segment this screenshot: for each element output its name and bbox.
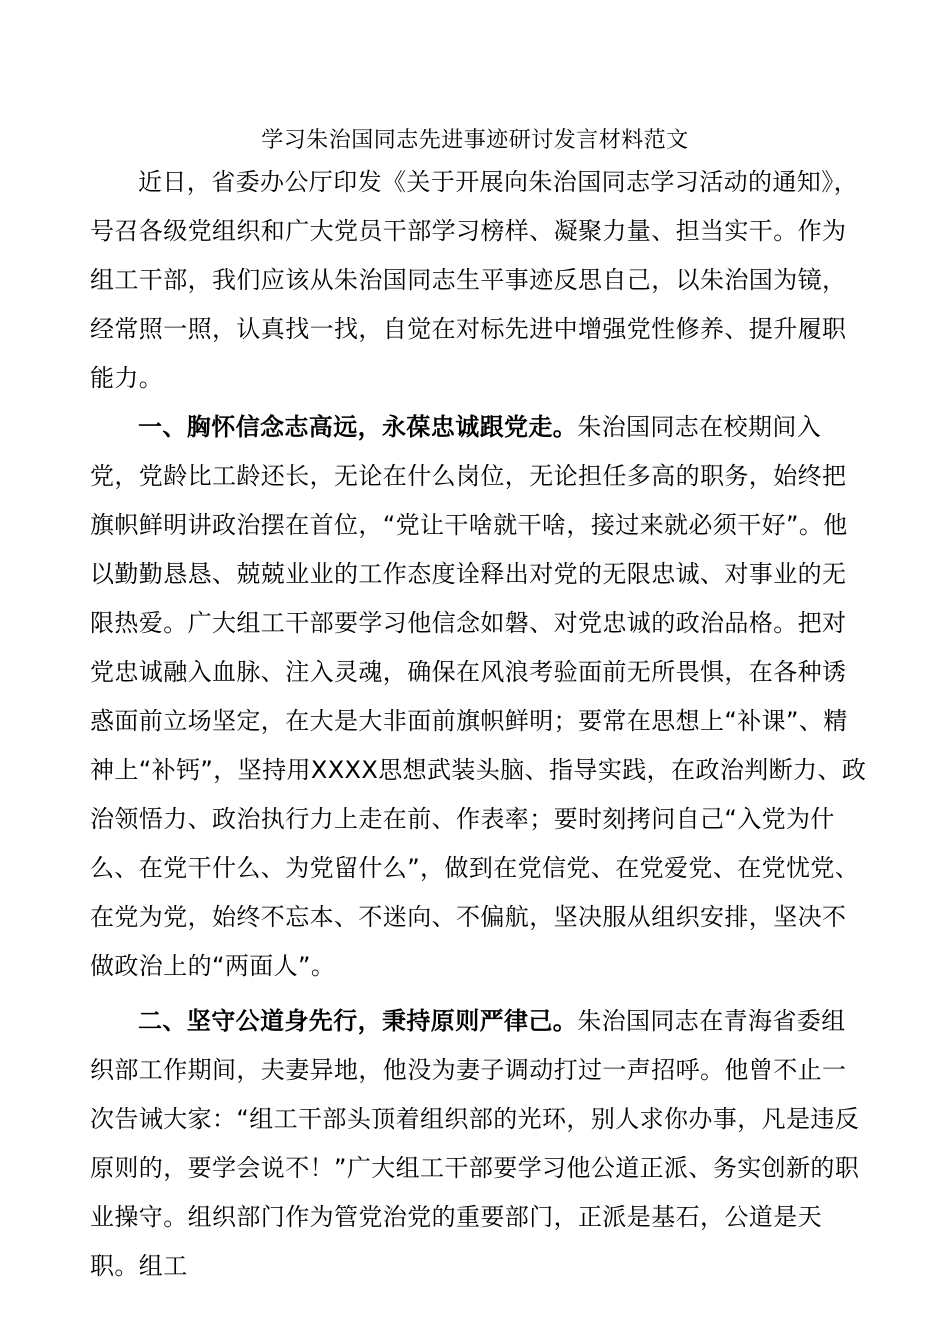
- paragraph-text: 近日，省委办公厅印发《关于开展向朱治国同志学习活动的通知》，号召各级党组织和广大党员干部学习榜样、凝聚力量、担当实干。作为组工干部，我们应该从朱治国同志生平事迹反思自己，以朱治国为镜，经常照一照，认真找一找，自觉在对标先进中增强党性修养、提升履职能力。: [90, 168, 858, 392]
- paragraph-intro: [90, 158, 868, 403]
- paragraph-section-1: [90, 403, 868, 991]
- document-title: 学习朱治国同志先进事迹研讨发言材料范文: [261, 128, 689, 153]
- section-heading: 一、胸怀信念志高远，永葆忠诚跟党走。: [138, 413, 578, 441]
- paragraph-text: 朱治国同志在校期间入党，党龄比工龄还长，无论在什么岗位，无论担任多高的职务，始终把旗帜鲜明讲政治摆在首位，“党让干啥就干啥，接过来就必须干好”。他以勤勤恳恳、兢兢业业的工作态度诠释出对党的无限忠诚、对事业的无限热爱。广大组工干部要学习他信念如磐、对党忠诚的政治品格。把对党忠诚融入血脉、注入灵魂，确保在风浪考验面前无所畏惧，在各种诱惑面前立场坚定，在大是大非面前旗帜鲜明；要常在思想上“补课”、精神上“补钙”，坚持用XXXX思想武装头脑、指导实践，在政治判断力、政治领悟力、政治执行力上走在前、作表率；要时刻拷问自己“入党为什么、在党干什么、为党留什么”，做到在党信党、在党爱党、在党忧党、在党为党，始终不忘本、不迷向、不偏航，坚决服从组织安排，坚决不做政治上的“两面人”。: [90, 413, 867, 980]
- document-body: [90, 158, 868, 1291]
- paragraph-section-2: [90, 997, 868, 1291]
- paragraph-text: 朱治国同志在青海省委组织部工作期间，夫妻异地，他没为妻子调动打过一声招呼。他曾不止一次告诫大家：“组工干部头顶着组织部的光环，别人求你办事，凡是违反原则的，要学会说不！”广大组工干部要学习他公道正派、务实创新的职业操守。组织部门作为管党治党的重要部门，正派是基石，公道是天职。组工: [90, 1007, 860, 1280]
- section-heading: 二、坚守公道身先行，秉持原则严律己。: [138, 1007, 578, 1035]
